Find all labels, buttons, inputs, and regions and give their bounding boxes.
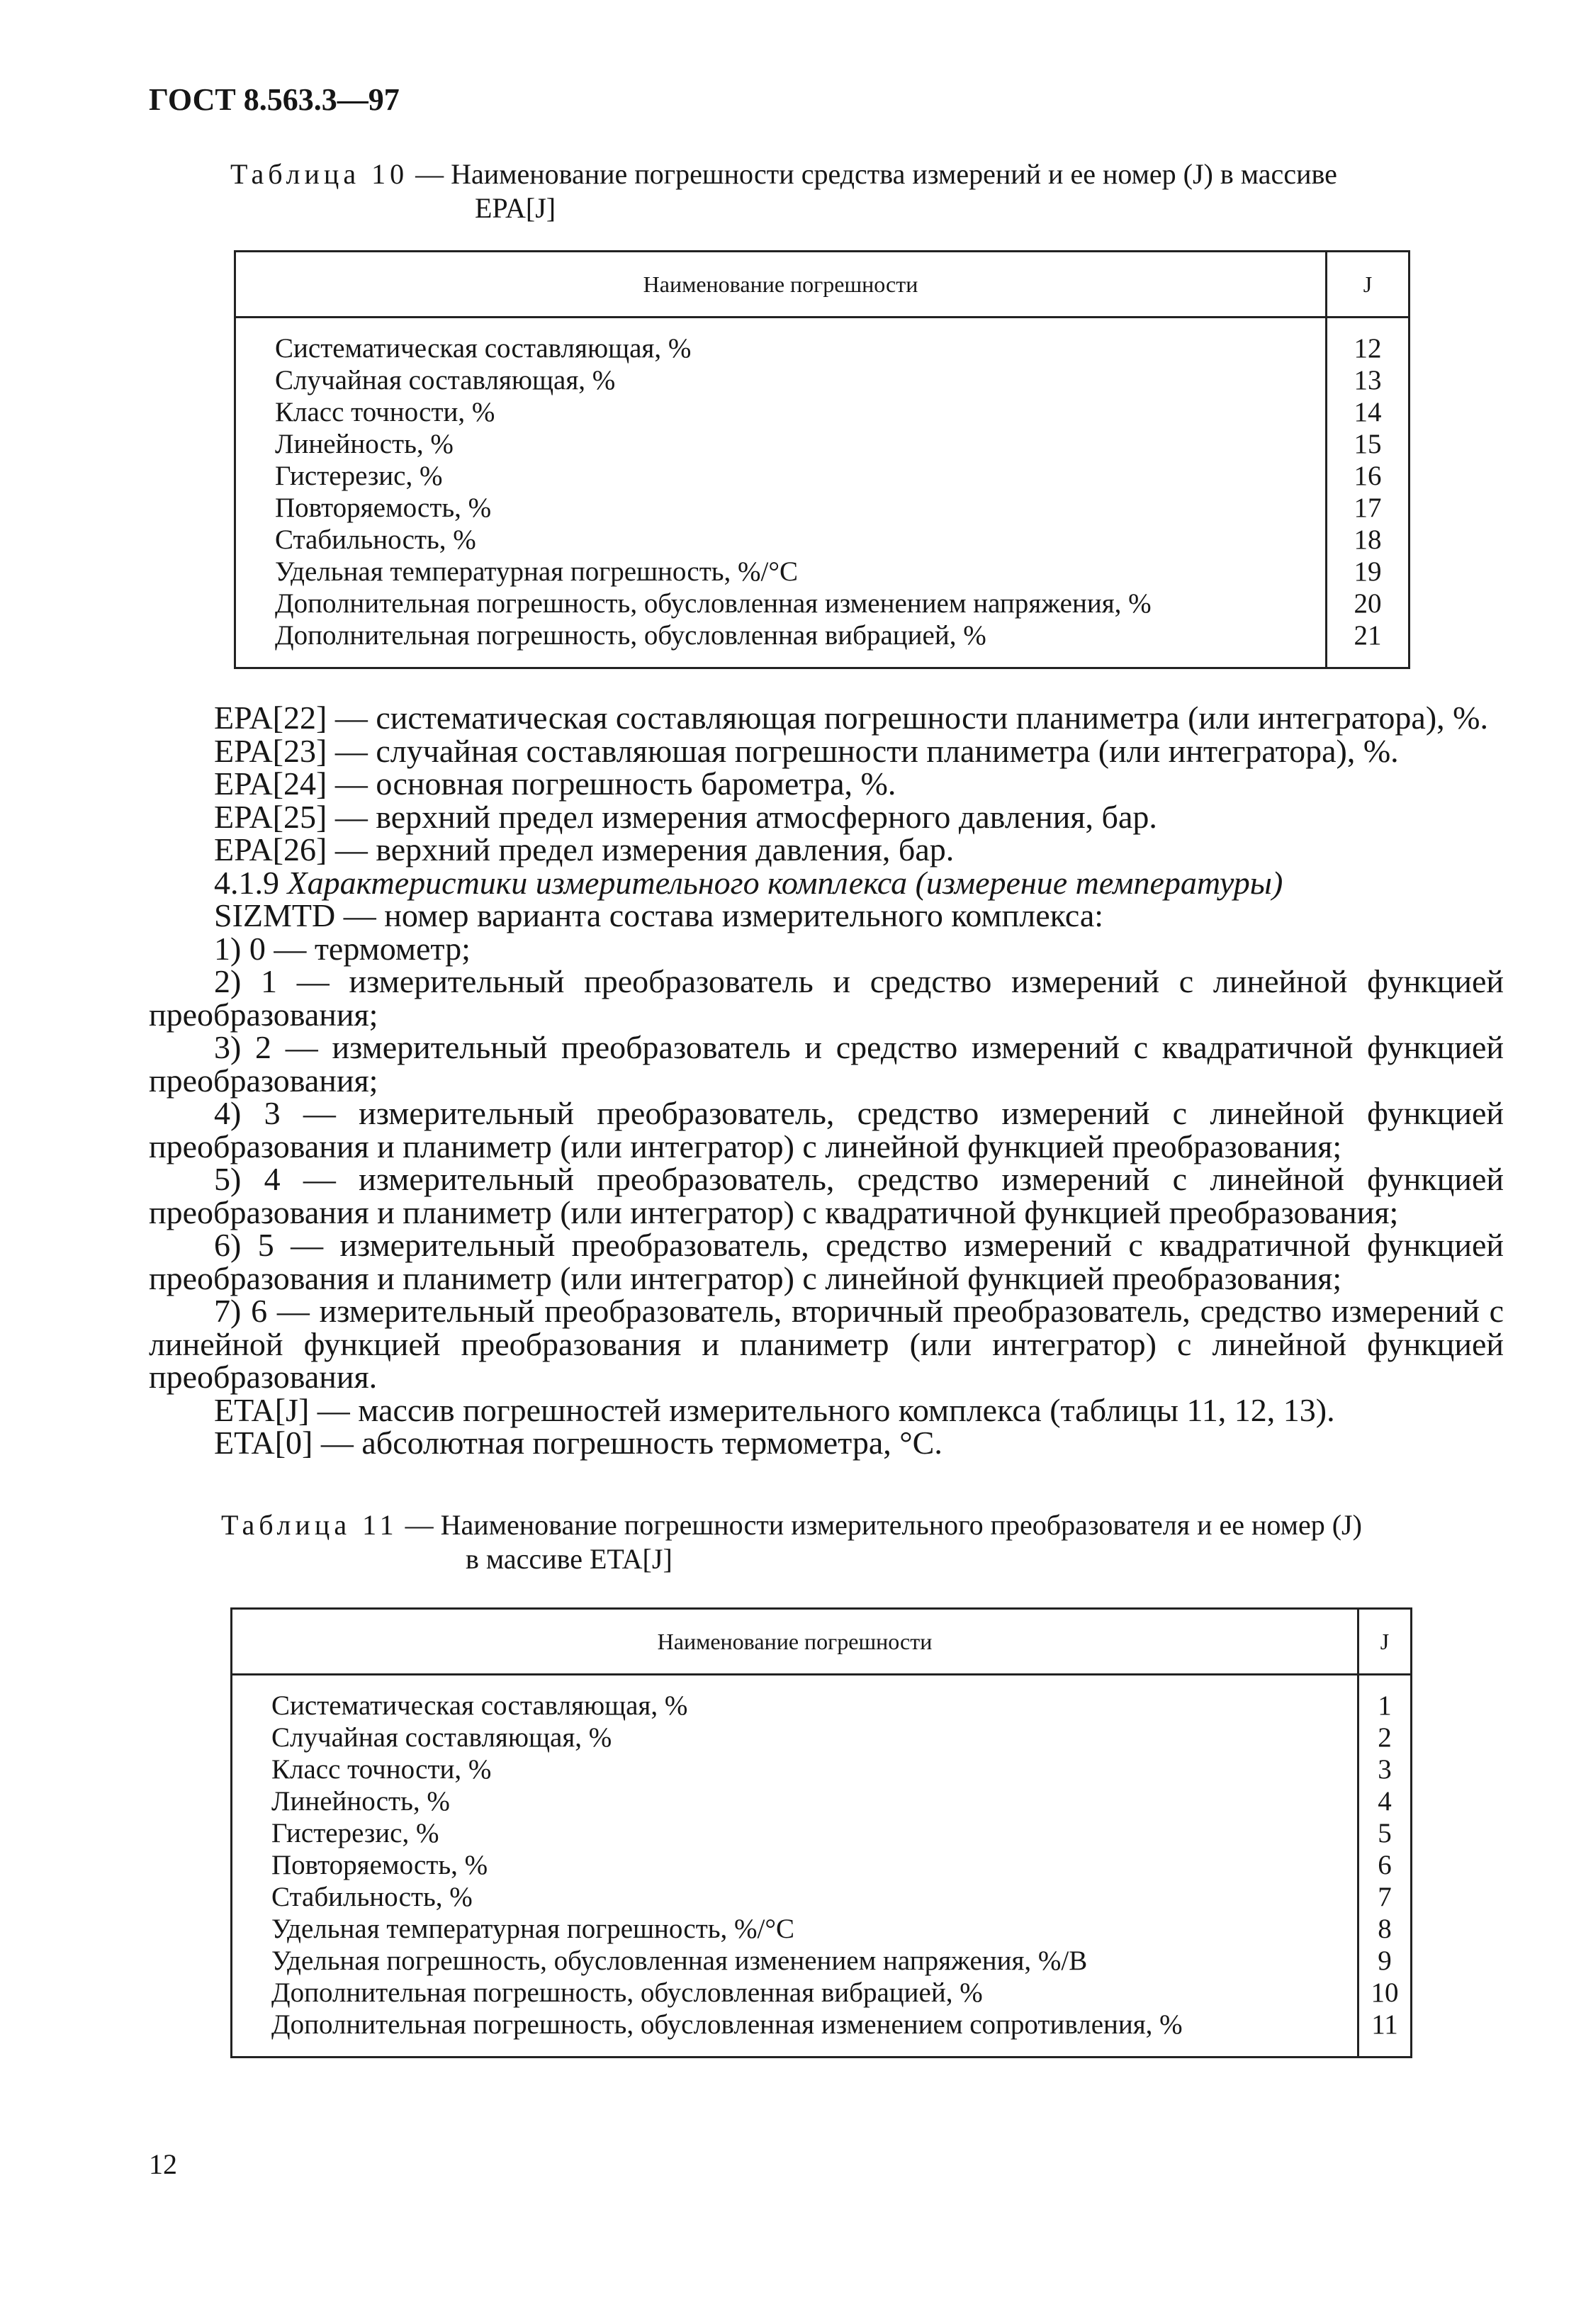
list-item: 2) 1 — измерительный преобразователь и средство измерений с линейной функцией преобразования; [149,963,1504,1033]
eta-array-definition: ETA[J] — массив погрешностей измерительного комплекса (таблицы 11, 12, 13). [214,1391,1335,1428]
table-row-name: Случайная составляющая, % [271,1722,612,1753]
table-row-name: Линейность, % [275,429,454,459]
table-row-name: Класс точности, % [275,397,495,427]
section-heading [149,864,1504,901]
list-item: 4) 3 — измерительный преобразователь, средство измерений с линейной функцией преобразования и планиметр (или интегратор) с линейной функцией преобразования; [149,1095,1504,1164]
table-row-number: 7 [1378,1882,1392,1912]
table-row-name: Класс точности, % [271,1754,492,1785]
table-row-name: Удельная погрешность, обусловленная изменением напряжения, %/B [271,1946,1088,1976]
table-row-number: 13 [1354,365,1382,395]
table-row-number: 17 [1354,493,1382,523]
table-row-number: 18 [1354,524,1382,555]
table-row-number: 2 [1378,1722,1392,1753]
table-row-name: Повторяемость, % [275,493,492,523]
table11-caption-line1: — Наименование погрешности измерительного преобразователя и ее номер (J) [398,1509,1362,1541]
epa22-definition: EPA[22] — систематическая составляющая погрешности планиметра (или интегратора), %. [214,700,1488,736]
table-row-number: 5 [1378,1818,1392,1848]
table10-caption-line1: — Наименование погрешности средства измерений и ее номер (J) в массиве [408,158,1337,190]
table11-label: Таблица 11 [221,1509,398,1541]
section-title: Характеристики измерительного комплекса (измерение температуры) [287,864,1283,901]
table-row-number: 14 [1354,397,1382,427]
table-row-name: Дополнительная погрешность, обусловленная изменением напряжения, % [275,588,1152,619]
list-item: 7) 6 — измерительный преобразователь, вторичный преобразователь, средство измерений с линейной функцией преобразования и планиметр (или интегратор) с линейной функцией преобразования. [149,1293,1504,1395]
table-row-number: 15 [1354,429,1382,459]
table11-caption [221,1508,1511,1579]
table-row-number: 20 [1354,588,1382,619]
sizmtd-definition: SIZMTD — номер варианта состава измерительного комплекса: [214,897,1104,933]
table-row-number: 10 [1371,1977,1399,2008]
table-row-name: Удельная температурная погрешность, %/°C [275,556,798,587]
table10-header-j: J [1327,252,1410,318]
table-row-name: Гистерезис, % [271,1818,439,1848]
table11 [230,1607,1412,2058]
eta0-definition: ETA[0] — абсолютная погрешность термометра, °C. [214,1425,943,1461]
table-row-name: Систематическая составляющая, % [271,1690,688,1721]
table-row-number: 3 [1378,1754,1392,1785]
list-item: 3) 2 — измерительный преобразователь и средство измерений с квадратичной функцией преобразования; [149,1029,1504,1099]
document-header: ГОСТ 8.563.3—97 [149,82,400,117]
list-item: 1) 0 — термометр; [214,930,471,967]
list-item: 6) 5 — измерительный преобразователь, средство измерений с квадратичной функцией преобразования и планиметр (или интегратор) с линейной функцией преобразования; [149,1227,1504,1296]
table-row-name: Дополнительная погрешность, обусловленная вибрацией, % [271,1977,983,2008]
table-row-name: Удельная температурная погрешность, %/°C [271,1914,794,1944]
table-row-name: Дополнительная погрешность, обусловленная вибрацией, % [275,620,986,651]
table-row-name: Повторяемость, % [271,1850,488,1880]
table10-header-name: Наименование погрешности [235,252,1327,318]
epa26-definition: EPA[26] — верхний предел измерения давления, бар. [214,831,955,868]
table-row-number: 16 [1354,461,1382,491]
table10 [234,250,1410,669]
table-row-number: 12 [1354,333,1382,364]
table-row-number: 4 [1378,1786,1392,1817]
table-row-number: 6 [1378,1850,1392,1880]
table-row-name: Дополнительная погрешность, обусловленная изменением сопротивления, % [271,2009,1183,2040]
section-number: 4.1.9 [214,864,288,901]
table-row-name: Гистерезис, % [275,461,443,491]
table10-j-column [1327,318,1410,668]
table-row-name: Случайная составляющая, % [275,365,616,395]
page-number: 12 [149,2148,177,2180]
table-row-number: 19 [1354,556,1382,587]
table11-name-column [232,1675,1358,2058]
table-row-number: 21 [1354,620,1382,651]
table-row-name: Стабильность, % [271,1882,473,1912]
table11-caption-line2: в массиве ETA[J] [466,1543,673,1575]
table-row-name: Линейность, % [271,1786,450,1817]
epa24-definition: EPA[24] — основная погрешность барометра, %. [214,765,896,802]
table11-j-column [1358,1675,1412,2058]
table10-label: Таблица 10 [230,158,409,190]
table10-caption [230,157,1506,228]
table-row-name: Систематическая составляющая, % [275,333,692,364]
list-item: 5) 4 — измерительный преобразователь, средство измерений с линейной функцией преобразования и планиметр (или интегратор) с квадратичной функцией преобразования; [149,1161,1504,1230]
body-text [149,702,1504,1460]
table-row-name: Стабильность, % [275,524,476,555]
epa23-definition: EPA[23] — случайная составляюшая погрешности планиметра (или интегратора), %. [214,732,1399,769]
table10-caption-line2: EPA[J] [475,192,556,224]
table11-header-j: J [1358,1609,1412,1675]
table-row-number: 9 [1378,1946,1392,1976]
table-row-number: 8 [1378,1914,1392,1944]
table-row-number: 1 [1378,1690,1392,1721]
table10-name-column [235,318,1327,668]
table11-header-name: Наименование погрешности [232,1609,1358,1675]
table-row-number: 11 [1371,2009,1398,2040]
epa25-definition: EPA[25] — верхний предел измерения атмосферного давления, бар. [214,798,1157,835]
